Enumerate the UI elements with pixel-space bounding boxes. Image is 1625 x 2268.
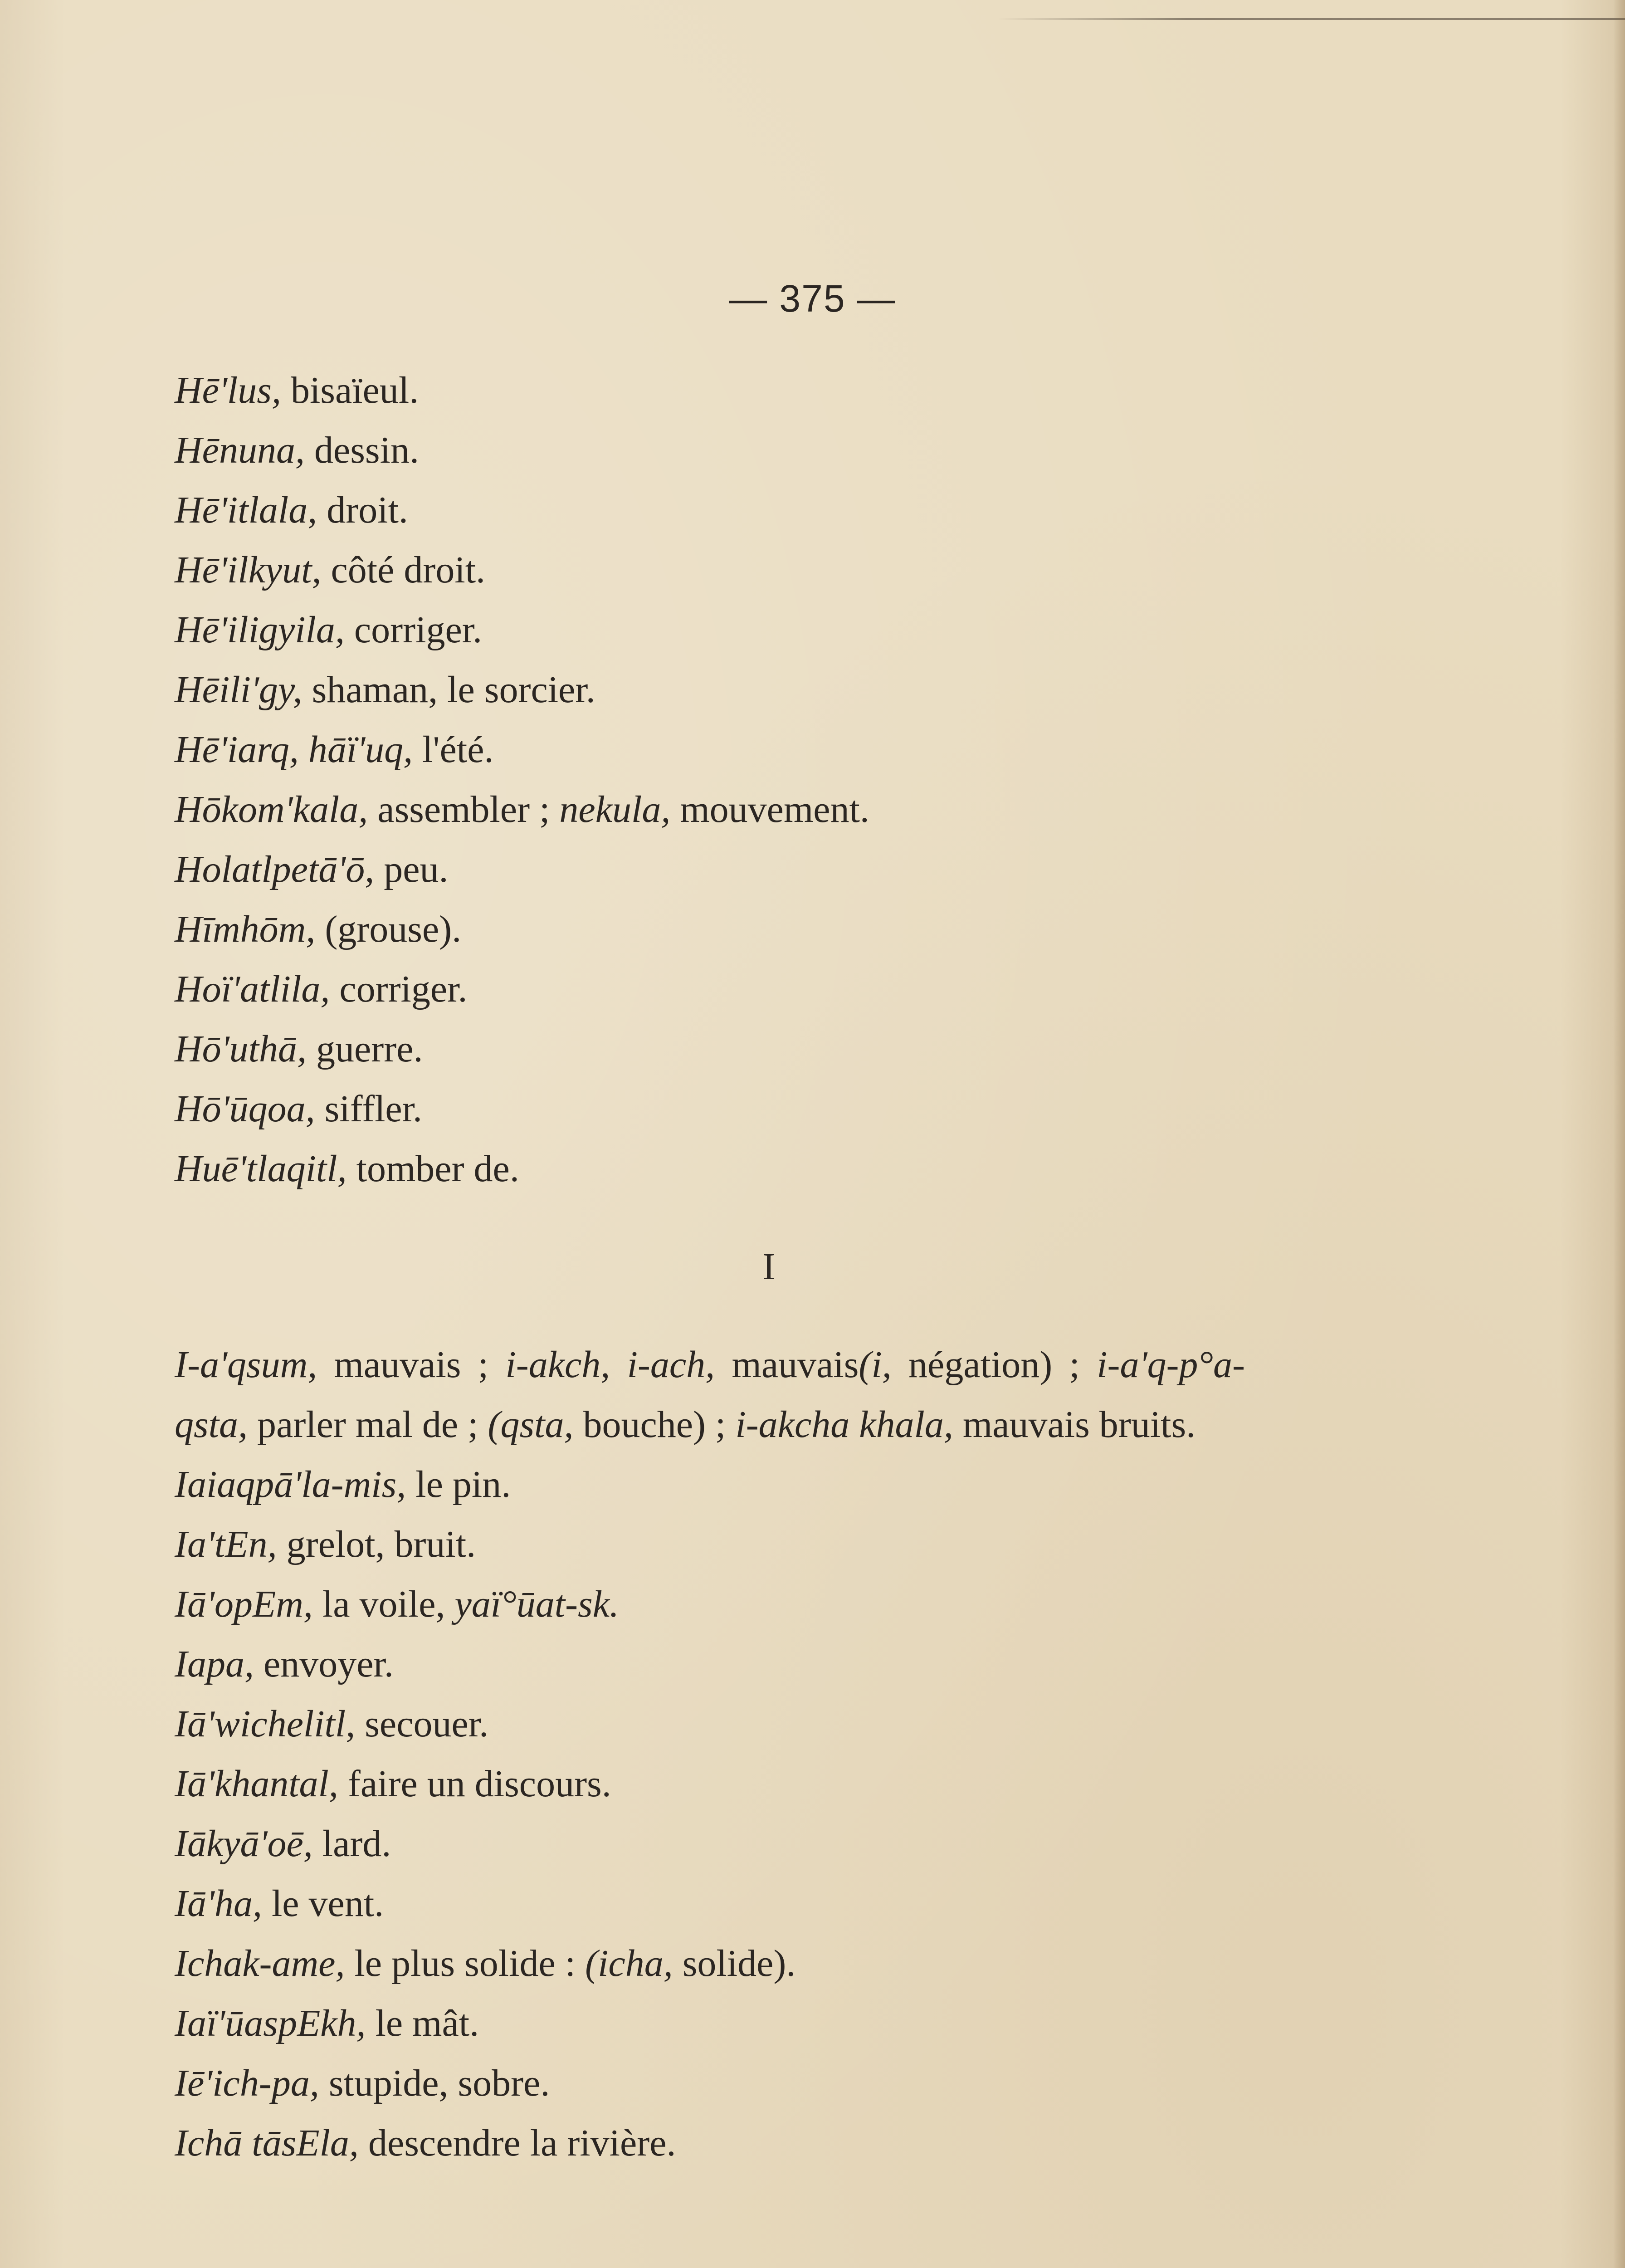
entry-term: Hōkom'kala, (175, 788, 368, 831)
entry-gloss: guerre. (316, 1028, 423, 1070)
entry-term: Hoï'atlila, (175, 968, 330, 1010)
glossary-entry (175, 899, 1245, 959)
glossary-entry (175, 1934, 1245, 1994)
entry-term: Hē'itlala, (175, 489, 317, 531)
entry-term: Hēili'gy, (175, 669, 303, 711)
entry-term-related: yaï°ūat-sk. (454, 1583, 620, 1625)
entry-gloss: stupide, sobre. (328, 2062, 550, 2104)
entry-term: Iaï'ūaspEkh, (175, 2002, 366, 2044)
glossary-entry (175, 1079, 1245, 1139)
glossary-entry (175, 600, 1245, 660)
entry-term: Hīmhōm, (175, 908, 316, 950)
page-number: — 375 — (729, 277, 896, 320)
entry-gloss: la voile, (322, 1583, 445, 1625)
entry-gloss: tomber de. (356, 1148, 519, 1190)
entry-gloss: l'été. (422, 728, 494, 771)
section-heading-letter: I (762, 1246, 775, 1288)
entry-gloss: corriger. (354, 609, 483, 651)
entry-term: Ichā tāsEla, (175, 2122, 359, 2164)
entry-gloss: le pin. (415, 1463, 511, 1505)
entry-term: Hē'iligyila, (175, 609, 345, 651)
entry-term-related: (icha, (585, 1942, 673, 1984)
entry-term: Iē'ich-pa, (175, 2062, 319, 2104)
entry-gloss: le plus solide : (354, 1942, 576, 1984)
glossary-text (175, 361, 1245, 2173)
glossary-entry (175, 1814, 1245, 1874)
entry-gloss: descendre la rivière. (368, 2122, 676, 2164)
entry-gloss: bisaïeul. (290, 369, 419, 411)
entry-gloss: assembler ; (377, 788, 550, 831)
glossary-entry (175, 1994, 1245, 2053)
glossary-entry (175, 780, 1245, 840)
entry-gloss-related: solide). (682, 1942, 796, 1984)
glossary-entry (175, 660, 1245, 720)
entry-gloss-related: mouvement. (680, 788, 869, 831)
glossary-entry (175, 840, 1245, 899)
entry-gloss: secouer. (365, 1703, 489, 1745)
glossary-paragraph (175, 1335, 1245, 1455)
top-edge-rule (998, 18, 1625, 20)
glossary-entry (175, 420, 1245, 480)
entry-term: I-a'qsum, (175, 1344, 317, 1386)
entry-term: Iā'opEm, (175, 1583, 313, 1625)
glossary-entry (175, 1874, 1245, 1934)
glossary-entry (175, 720, 1245, 780)
entry-term: Huē'tlaqitl, (175, 1148, 347, 1190)
entry-term-variant: hāï'uq, (308, 728, 413, 771)
entry-gloss: parler mal de ; (257, 1403, 478, 1446)
glossary-entry (175, 1515, 1245, 1574)
entry-term: Hē'lus, (175, 369, 281, 411)
glossary-entry (175, 1694, 1245, 1754)
entry-term: Hēnuna, (175, 429, 305, 471)
entry-gloss: bouche) ; (583, 1403, 726, 1446)
glossary-entry (175, 1455, 1245, 1515)
entry-term: i-a'q-p°a-qsta, (175, 1344, 1245, 1446)
entry-term: Holatlpetā'ō, (175, 848, 375, 890)
glossary-entry (175, 480, 1245, 540)
glossary-entry (175, 1634, 1245, 1694)
glossary-entry (175, 361, 1245, 420)
entry-term: Iā'khantal, (175, 1763, 338, 1805)
entry-gloss: corriger. (339, 968, 468, 1010)
glossary-entry (175, 2113, 1245, 2173)
entry-term: Iaiaqpā'la-mis, (175, 1463, 406, 1505)
entry-gloss: le mât. (375, 2002, 479, 2044)
entry-gloss: mauvais (732, 1344, 859, 1386)
entry-term: Hē'ilkyut, (175, 549, 322, 591)
glossary-entry (175, 2053, 1245, 2113)
glossary-entry (175, 1754, 1245, 1814)
entry-term: (i, (859, 1344, 892, 1386)
entry-term: Ia'tEn, (175, 1523, 277, 1565)
entry-term: i-akch, i-ach, (505, 1344, 715, 1386)
entry-gloss: mauvais ; (334, 1344, 489, 1386)
entry-gloss: droit. (327, 489, 408, 531)
glossary-entry (175, 1019, 1245, 1079)
entry-gloss: lard. (322, 1823, 391, 1865)
entry-term: Iā'wichelitl, (175, 1703, 356, 1745)
glossary-entry (175, 959, 1245, 1019)
entry-gloss: dessin. (314, 429, 419, 471)
entry-term: Iapa, (175, 1643, 254, 1685)
entry-gloss: le vent. (271, 1882, 384, 1925)
entry-gloss: siffler. (324, 1088, 423, 1130)
entry-gloss: peu. (384, 848, 449, 890)
entry-term: Iā'ha, (175, 1882, 262, 1925)
entry-gloss: (grouse). (325, 908, 462, 950)
entry-gloss: côté droit. (331, 549, 486, 591)
entry-term: i-akcha khala, (735, 1403, 953, 1446)
entry-term: Iākyā'oē, (175, 1823, 313, 1865)
entry-term: (qsta, (488, 1403, 574, 1446)
entry-gloss: mauvais bruits. (962, 1403, 1196, 1446)
entry-term: Hō'uthā, (175, 1028, 307, 1070)
page-edge-shadow (1613, 0, 1625, 2268)
entry-term: Hē'iarq, (175, 728, 299, 771)
glossary-entry (175, 1574, 1245, 1634)
entry-gloss: envoyer. (263, 1643, 394, 1685)
entry-gloss: négation) ; (908, 1344, 1080, 1386)
entry-gloss: shaman, le sorcier. (312, 669, 595, 711)
glossary-entry (175, 540, 1245, 600)
entry-gloss: faire un discours. (347, 1763, 611, 1805)
entry-term: Hō'ūqoa, (175, 1088, 315, 1130)
entry-gloss: grelot, bruit. (286, 1523, 476, 1565)
glossary-entry (175, 1139, 1245, 1199)
entry-term: Ichak-ame, (175, 1942, 345, 1984)
entry-term-related: nekula, (559, 788, 671, 831)
